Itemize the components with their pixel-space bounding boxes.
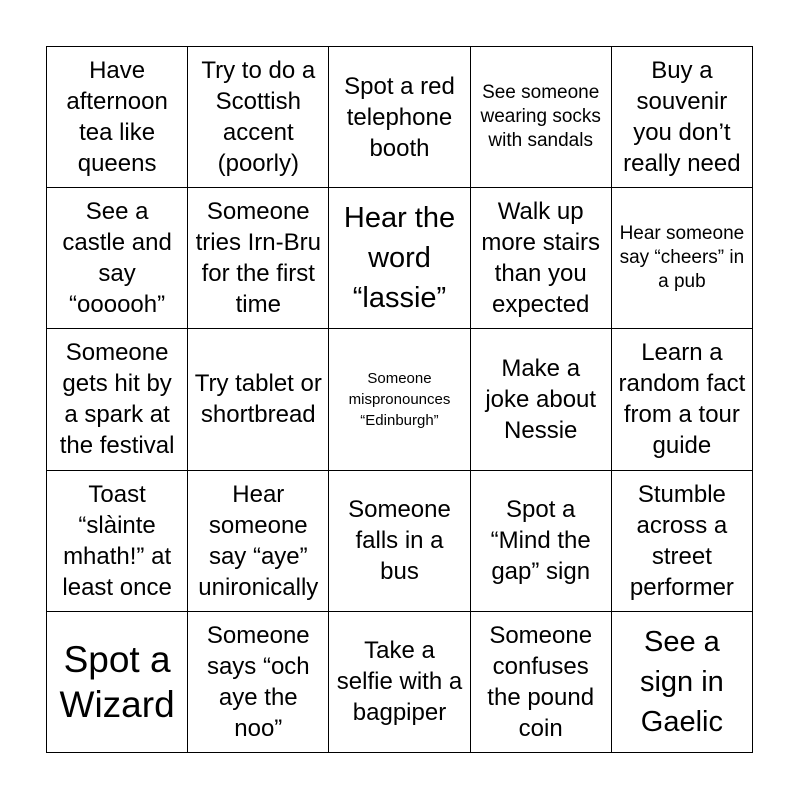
bingo-square-text: Someone confuses the pound coin (487, 621, 595, 742)
bingo-square-text: Someone mispronounces “Edinburgh” (348, 369, 451, 429)
bingo-square-text: Stumble across a street performer (629, 480, 734, 601)
bingo-square-text: See a sign in Gaelic (639, 625, 724, 738)
bingo-square-text: Buy a souvenir you don’t really need (623, 57, 741, 178)
bingo-square-4-1[interactable] (47, 471, 188, 612)
bingo-square-text: Walk up more stairs than you expected (481, 198, 601, 319)
bingo-square-5-3[interactable] (329, 612, 470, 753)
bingo-square-3-2[interactable] (188, 329, 329, 470)
bingo-square-text: Spot a “Mind the gap” sign (490, 496, 591, 586)
bingo-square-4-2[interactable] (188, 471, 329, 612)
bingo-square-1-1[interactable] (47, 47, 188, 188)
bingo-square-4-4[interactable] (471, 471, 612, 612)
bingo-square-3-4[interactable] (471, 329, 612, 470)
bingo-square-1-4[interactable] (471, 47, 612, 188)
bingo-card (46, 46, 753, 753)
bingo-square-3-3[interactable] (329, 329, 470, 470)
bingo-square-text: Hear the word “lassie” (343, 202, 456, 315)
bingo-square-text: Someone falls in a bus (348, 496, 451, 586)
bingo-square-4-3[interactable] (329, 471, 470, 612)
bingo-square-3-1[interactable] (47, 329, 188, 470)
bingo-square-2-2[interactable] (188, 188, 329, 329)
bingo-square-2-5[interactable] (612, 188, 753, 329)
bingo-square-text: Someone gets hit by a spark at the festival (59, 339, 175, 460)
bingo-square-text: See a castle and say “oooooh” (62, 198, 172, 319)
bingo-square-text: Make a joke about Nessie (485, 354, 597, 444)
bingo-square-text: Spot a red telephone booth (344, 72, 455, 162)
bingo-square-3-5[interactable] (612, 329, 753, 470)
bingo-square-1-3[interactable] (329, 47, 470, 188)
bingo-square-5-1[interactable] (47, 612, 188, 753)
bingo-square-2-3[interactable] (329, 188, 470, 329)
bingo-square-5-5[interactable] (612, 612, 753, 753)
bingo-square-4-5[interactable] (612, 471, 753, 612)
bingo-square-5-2[interactable] (188, 612, 329, 753)
bingo-square-text: Toast “slàinte mhath!” at least once (62, 480, 172, 601)
bingo-square-text: Someone says “och aye the noo” (206, 621, 310, 742)
bingo-square-text: Someone tries Irn-Bru for the first time (195, 198, 321, 319)
bingo-square-text: Hear someone say “aye” unironically (198, 480, 319, 601)
bingo-square-text: See someone wearing socks with sandals (480, 82, 601, 152)
bingo-square-text: Have afternoon tea like queens (66, 57, 168, 178)
bingo-square-text: Spot a Wizard (59, 638, 175, 725)
bingo-square-2-1[interactable] (47, 188, 188, 329)
bingo-square-text: Take a selfie with a bagpiper (336, 637, 463, 727)
bingo-square-text: Try tablet or shortbread (194, 370, 322, 429)
bingo-square-1-5[interactable] (612, 47, 753, 188)
bingo-square-text: Learn a random fact from a tour guide (618, 339, 746, 460)
bingo-square-5-4[interactable] (471, 612, 612, 753)
bingo-square-text: Try to do a Scottish accent (poorly) (201, 57, 316, 178)
bingo-square-text: Hear someone say “cheers” in a pub (619, 223, 745, 293)
bingo-square-1-2[interactable] (188, 47, 329, 188)
bingo-square-2-4[interactable] (471, 188, 612, 329)
